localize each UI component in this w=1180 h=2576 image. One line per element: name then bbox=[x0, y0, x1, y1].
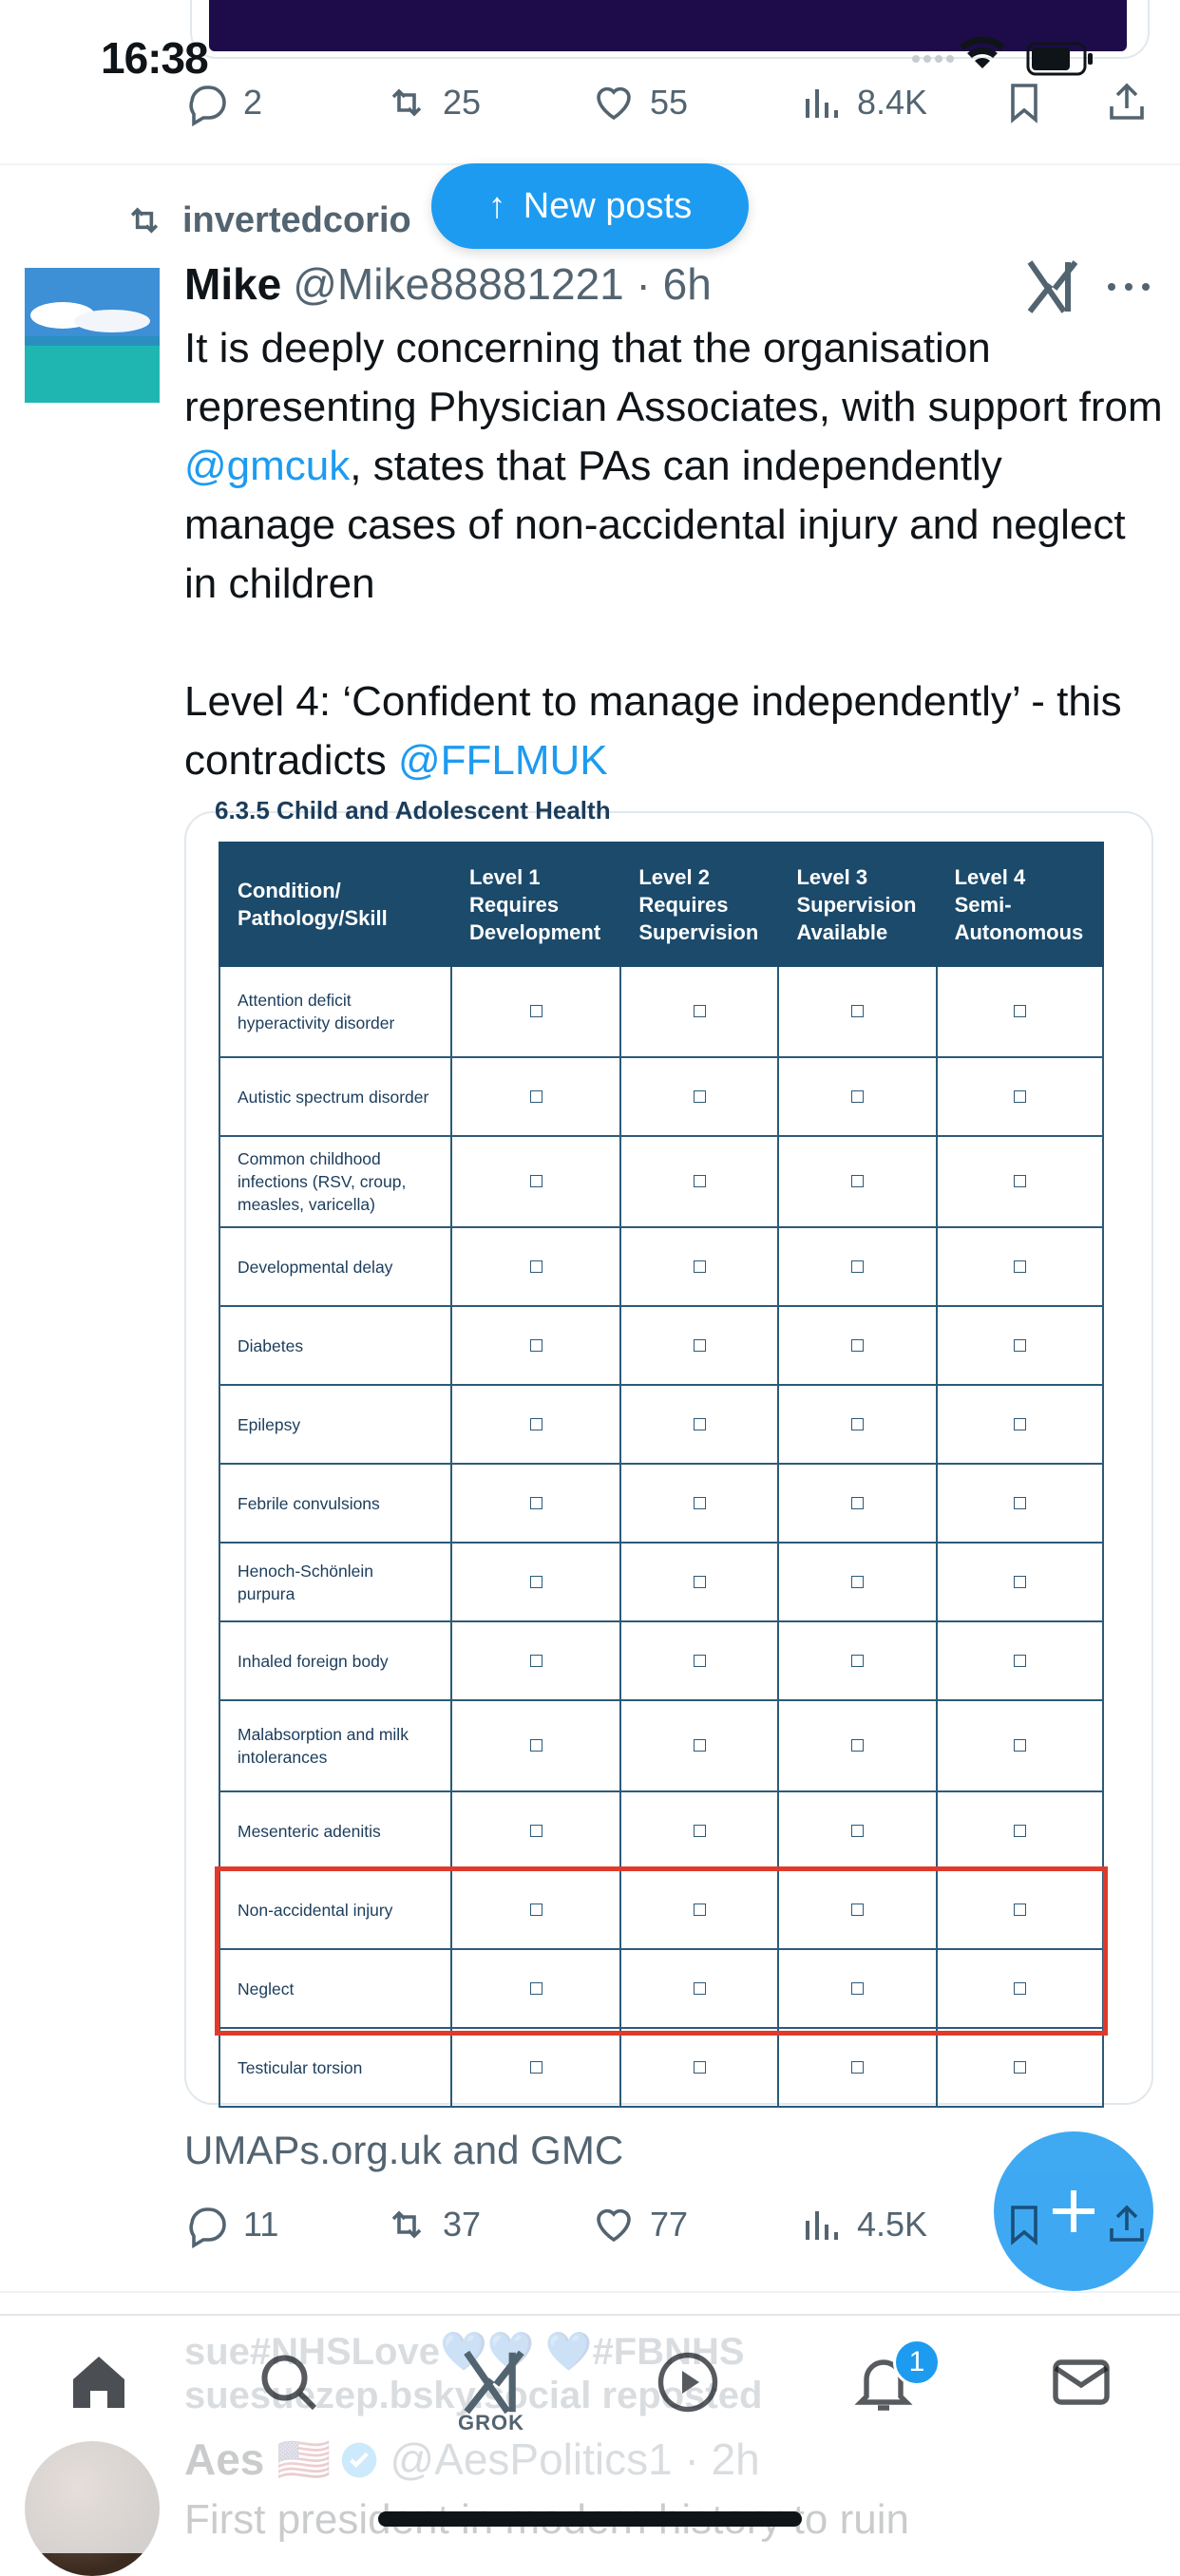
table-header-cell: Level 1 Requires Development bbox=[451, 843, 620, 966]
document-section-title: 6.3.5 Child and Adolescent Health bbox=[215, 796, 611, 824]
repost-count: 25 bbox=[443, 83, 482, 122]
like-count: 77 bbox=[650, 2205, 689, 2244]
more-icon[interactable] bbox=[1104, 275, 1153, 298]
checkbox-cell bbox=[937, 1464, 1103, 1543]
plus-icon bbox=[1045, 2183, 1102, 2240]
bookmark-icon[interactable] bbox=[1001, 80, 1047, 125]
views-icon bbox=[798, 2202, 844, 2247]
checkbox-cell bbox=[451, 2028, 620, 2107]
reply-button[interactable] bbox=[184, 2202, 278, 2247]
checkbox-cell bbox=[937, 1385, 1103, 1464]
checkbox-cell bbox=[937, 966, 1103, 1057]
checkbox-icon bbox=[851, 1418, 864, 1430]
checkbox-icon bbox=[694, 2061, 706, 2074]
checkbox-icon bbox=[851, 1175, 864, 1187]
checkbox-icon bbox=[1014, 1825, 1026, 1837]
condition-cell: Non-accidental injury bbox=[219, 1870, 451, 1949]
checkbox-cell bbox=[451, 966, 620, 1057]
checkbox-cell bbox=[620, 1136, 778, 1227]
condition-cell: Mesenteric adenitis bbox=[219, 1791, 451, 1870]
tweet-text-part: , states that PAs can independently manage cases of non-accidental injury and neglect in children bbox=[184, 443, 1126, 607]
media-caption: UMAPs.org.uk and GMC bbox=[184, 2128, 624, 2172]
checkbox-cell bbox=[778, 1057, 936, 1136]
checkbox-icon bbox=[530, 1090, 542, 1103]
checkbox-icon bbox=[530, 1260, 542, 1273]
author-name[interactable]: Mike bbox=[184, 259, 282, 309]
mail-icon[interactable] bbox=[1047, 2348, 1115, 2416]
checkbox-icon bbox=[530, 1497, 542, 1509]
checkbox-cell bbox=[778, 1227, 936, 1306]
checkbox-cell bbox=[937, 1700, 1103, 1791]
bookmark-icon[interactable] bbox=[1001, 2202, 1047, 2247]
table-row bbox=[219, 1791, 1103, 1870]
like-button[interactable] bbox=[591, 80, 688, 125]
heart-icon bbox=[591, 80, 637, 125]
divider bbox=[0, 2291, 1180, 2293]
condition-cell: Malabsorption and milk intolerances bbox=[219, 1700, 451, 1791]
checkbox-cell bbox=[778, 1543, 936, 1621]
checkbox-icon bbox=[694, 1005, 706, 1017]
home-icon[interactable] bbox=[65, 2348, 133, 2416]
new-posts-label: New posts bbox=[523, 185, 693, 226]
checkbox-cell bbox=[451, 1791, 620, 1870]
repost-button[interactable] bbox=[384, 80, 481, 125]
checkbox-cell bbox=[451, 1700, 620, 1791]
condition-cell: Developmental delay bbox=[219, 1227, 451, 1306]
checkbox-icon bbox=[530, 1175, 542, 1187]
checkbox-cell bbox=[937, 1791, 1103, 1870]
checkbox-cell bbox=[620, 966, 778, 1057]
notification-badge: 1 bbox=[893, 2339, 941, 2386]
reply-count: 2 bbox=[243, 83, 263, 122]
checkbox-icon bbox=[694, 1090, 706, 1103]
checkbox-icon bbox=[1014, 1339, 1026, 1352]
checkbox-cell bbox=[451, 1621, 620, 1700]
share-icon[interactable] bbox=[1104, 2202, 1150, 2247]
highlight-box bbox=[215, 1866, 1108, 2036]
avatar[interactable] bbox=[25, 268, 160, 403]
repost-button[interactable] bbox=[384, 2202, 481, 2247]
checkbox-icon bbox=[530, 1576, 542, 1588]
checkbox-icon bbox=[694, 1825, 706, 1837]
condition-cell: Henoch-Schönlein purpura bbox=[219, 1543, 451, 1621]
table-row bbox=[219, 1621, 1103, 1700]
checkbox-icon bbox=[694, 1497, 706, 1509]
table-row bbox=[219, 1057, 1103, 1136]
condition-cell: Diabetes bbox=[219, 1306, 451, 1385]
checkbox-icon bbox=[1014, 1175, 1026, 1187]
checkbox-icon bbox=[851, 1655, 864, 1667]
checkbox-icon bbox=[851, 1739, 864, 1752]
author-handle[interactable]: @Mike88881221 bbox=[293, 259, 624, 309]
checkbox-icon bbox=[1014, 1005, 1026, 1017]
checkbox-icon bbox=[694, 1260, 706, 1273]
table-header-cell: Level 2 Requires Supervision bbox=[620, 843, 778, 966]
tweet-text-part: It is deeply concerning that the organisation representing Physician Associates, with support from bbox=[184, 325, 1163, 430]
table-row bbox=[219, 1227, 1103, 1306]
checkbox-icon bbox=[851, 1825, 864, 1837]
checkbox-cell bbox=[937, 2028, 1103, 2107]
views-button[interactable] bbox=[798, 80, 927, 125]
tweet-text bbox=[184, 319, 1163, 790]
table-row bbox=[219, 1464, 1103, 1543]
table-row bbox=[219, 1385, 1103, 1464]
reply-icon bbox=[184, 80, 230, 125]
checkbox-icon bbox=[1014, 2061, 1026, 2074]
checkbox-cell bbox=[620, 1385, 778, 1464]
tweet-media[interactable] bbox=[184, 796, 1153, 2105]
checkbox-icon bbox=[851, 1339, 864, 1352]
reposted-by: invertedcorio bbox=[182, 199, 411, 240]
like-count: 55 bbox=[650, 83, 689, 122]
checkbox-cell bbox=[778, 1306, 936, 1385]
condition-cell: Attention deficit hyperactivity disorder bbox=[219, 966, 451, 1057]
checkbox-cell bbox=[620, 1700, 778, 1791]
views-button[interactable] bbox=[798, 2202, 927, 2247]
mention-link[interactable]: @FFLMUK bbox=[397, 737, 608, 784]
condition-cell: Inhaled foreign body bbox=[219, 1621, 451, 1700]
checkbox-cell bbox=[937, 1306, 1103, 1385]
checkbox-icon bbox=[530, 1825, 542, 1837]
checkbox-cell bbox=[620, 1227, 778, 1306]
new-posts-button[interactable] bbox=[431, 163, 749, 249]
grok-label: GROK bbox=[458, 2411, 524, 2434]
checkbox-icon bbox=[1014, 1497, 1026, 1509]
home-indicator bbox=[378, 2511, 802, 2527]
checkbox-cell bbox=[451, 1227, 620, 1306]
reply-icon bbox=[184, 2202, 230, 2247]
share-icon[interactable] bbox=[1104, 80, 1150, 125]
table-row bbox=[219, 1136, 1103, 1227]
checkbox-icon bbox=[851, 1497, 864, 1509]
checkbox-cell bbox=[451, 1385, 620, 1464]
checkbox-cell bbox=[451, 1136, 620, 1227]
checkbox-icon bbox=[851, 1260, 864, 1273]
condition-cell: Testicular torsion bbox=[219, 2028, 451, 2107]
like-button[interactable] bbox=[591, 2202, 688, 2247]
condition-cell: Autistic spectrum disorder bbox=[219, 1057, 451, 1136]
checkbox-icon bbox=[694, 1739, 706, 1752]
media-play-icon[interactable] bbox=[654, 2348, 722, 2416]
checkbox-cell bbox=[778, 1385, 936, 1464]
checkbox-cell bbox=[451, 1306, 620, 1385]
checkbox-cell bbox=[937, 1057, 1103, 1136]
checkbox-icon bbox=[694, 1576, 706, 1588]
checkbox-icon bbox=[530, 1655, 542, 1667]
checkbox-cell bbox=[778, 2028, 936, 2107]
checkbox-cell bbox=[620, 1464, 778, 1543]
checkbox-icon bbox=[530, 1739, 542, 1752]
checkbox-cell bbox=[620, 1306, 778, 1385]
table-row bbox=[219, 966, 1103, 1057]
table-header-cell: Level 4 Semi-Autonomous bbox=[937, 843, 1103, 966]
checkbox-icon bbox=[851, 2061, 864, 2074]
reply-count: 11 bbox=[243, 2205, 279, 2244]
status-icons bbox=[908, 40, 1117, 78]
condition-cell: Febrile convulsions bbox=[219, 1464, 451, 1543]
checkbox-cell bbox=[778, 1136, 936, 1227]
checkbox-icon bbox=[1014, 1576, 1026, 1588]
checkbox-cell bbox=[620, 1621, 778, 1700]
checkbox-cell bbox=[620, 2028, 778, 2107]
tweet-header bbox=[184, 258, 712, 310]
table-header-cell: Condition/ Pathology/Skill bbox=[219, 843, 451, 966]
checkbox-icon bbox=[851, 1005, 864, 1017]
checkbox-cell bbox=[778, 1700, 936, 1791]
views-icon bbox=[798, 80, 844, 125]
checkbox-cell bbox=[778, 1464, 936, 1543]
repost-label[interactable] bbox=[124, 199, 411, 241]
repost-count: 37 bbox=[443, 2205, 482, 2244]
checkbox-icon bbox=[694, 1339, 706, 1352]
checkbox-cell bbox=[937, 1227, 1103, 1306]
grok-icon[interactable] bbox=[460, 2348, 528, 2416]
checkbox-icon bbox=[1014, 1739, 1026, 1752]
views-count: 4.5K bbox=[857, 2205, 928, 2244]
views-count: 8.4K bbox=[857, 83, 928, 122]
condition-cell: Common childhood infections (RSV, croup, measles, varicella) bbox=[219, 1136, 451, 1227]
grok-icon[interactable] bbox=[1026, 258, 1079, 315]
checkbox-icon bbox=[530, 2061, 542, 2074]
checkbox-icon bbox=[694, 1655, 706, 1667]
table-row bbox=[219, 1700, 1103, 1791]
checkbox-icon bbox=[851, 1576, 864, 1588]
checkbox-cell bbox=[778, 1621, 936, 1700]
condition-cell: Neglect bbox=[219, 1949, 451, 2028]
checkbox-icon bbox=[1014, 1260, 1026, 1273]
repost-icon bbox=[124, 199, 165, 241]
tweet-time: 6h bbox=[662, 259, 712, 309]
mention-link[interactable]: @gmcuk bbox=[184, 443, 351, 489]
arrow-up-icon: ↑ bbox=[487, 185, 506, 226]
condition-cell: Epilepsy bbox=[219, 1385, 451, 1464]
heart-icon bbox=[591, 2202, 637, 2247]
tweet-text-part: Level 4: ‘Confident to manage independently’ - this contradicts bbox=[184, 678, 1122, 784]
checkbox-cell bbox=[451, 1464, 620, 1543]
search-icon[interactable] bbox=[255, 2348, 323, 2416]
checkbox-icon bbox=[1014, 1418, 1026, 1430]
checkbox-icon bbox=[1014, 1655, 1026, 1667]
repost-icon bbox=[384, 2202, 429, 2247]
checkbox-icon bbox=[694, 1175, 706, 1187]
checkbox-icon bbox=[530, 1339, 542, 1352]
separator-dot: · bbox=[623, 259, 663, 309]
checkbox-cell bbox=[937, 1543, 1103, 1621]
checkbox-icon bbox=[851, 1090, 864, 1103]
checkbox-icon bbox=[530, 1005, 542, 1017]
checkbox-icon bbox=[1014, 1090, 1026, 1103]
reply-button[interactable] bbox=[184, 80, 262, 125]
checkbox-cell bbox=[451, 1543, 620, 1621]
checkbox-cell bbox=[451, 1057, 620, 1136]
checkbox-icon bbox=[530, 1418, 542, 1430]
table-row bbox=[219, 1543, 1103, 1621]
checkbox-icon bbox=[694, 1418, 706, 1430]
checkbox-cell bbox=[620, 1543, 778, 1621]
checkbox-cell bbox=[778, 966, 936, 1057]
table-header-cell: Level 3 Supervision Available bbox=[778, 843, 936, 966]
status-time: 16:38 bbox=[101, 33, 208, 83]
checkbox-cell bbox=[937, 1136, 1103, 1227]
table-row bbox=[219, 2028, 1103, 2107]
checkbox-cell bbox=[620, 1057, 778, 1136]
checkbox-cell bbox=[620, 1791, 778, 1870]
checkbox-cell bbox=[937, 1621, 1103, 1700]
table-row bbox=[219, 1306, 1103, 1385]
checkbox-cell bbox=[778, 1791, 936, 1870]
repost-icon bbox=[384, 80, 429, 125]
